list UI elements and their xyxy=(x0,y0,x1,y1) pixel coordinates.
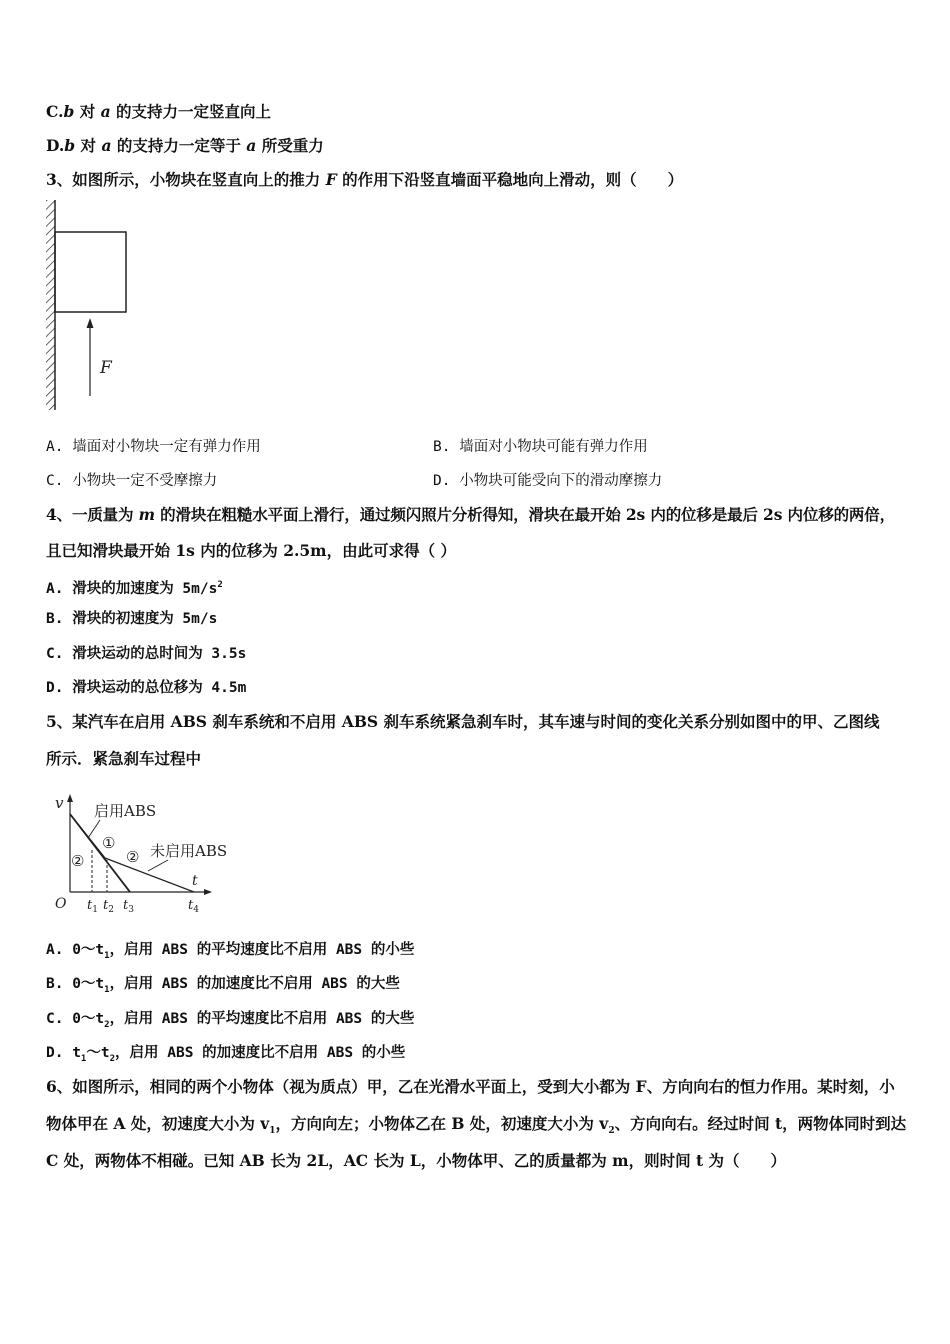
q2-option-c xyxy=(46,102,271,122)
mark-2-right: ② xyxy=(126,848,140,866)
force-label: F xyxy=(100,358,112,378)
text: D. t xyxy=(46,1045,81,1061)
q3-stem xyxy=(46,170,683,190)
abs-label: 启用ABS xyxy=(94,802,157,820)
text: 所受重力 xyxy=(256,136,324,155)
q4-option-d: D. 滑块运动的总位移为 4.5m xyxy=(46,680,247,696)
origin-label: O xyxy=(55,896,67,912)
subscript: 1 xyxy=(104,950,110,961)
q5-stem-line2: 所示．紧急刹车过程中 xyxy=(46,749,202,768)
text: 4、一质量为 xyxy=(46,505,139,524)
text: ～t xyxy=(86,1045,110,1061)
text: 对 xyxy=(74,102,101,121)
mark-1: ① xyxy=(102,834,116,852)
var-f: F xyxy=(325,170,337,189)
subscript: 1 xyxy=(104,984,110,995)
q5-velocity-time-graph xyxy=(50,788,250,918)
var-b: b xyxy=(64,136,76,155)
q4-option-c: C. 滑块运动的总时间为 3.5s xyxy=(46,646,247,662)
abs-pointer xyxy=(88,820,100,838)
var-a: a xyxy=(100,102,111,121)
text: 3、如图所示，小物块在竖直向上的推力 xyxy=(46,170,326,189)
block xyxy=(55,232,126,312)
q4-option-b: B. 滑块的初速度为 5m/s xyxy=(46,611,218,627)
superscript: 2 xyxy=(217,580,223,590)
text: 、方向向右。经过时间 t，两物体同时到达 xyxy=(614,1114,907,1133)
text: ，启用 ABS 的平均速度比不启用 ABS 的小些 xyxy=(109,942,415,958)
tick-t2: $t_2$ xyxy=(103,898,114,915)
text: A. 滑块的加速度为 5m/s xyxy=(46,580,218,597)
q4-stem-line1 xyxy=(46,505,895,525)
q5-stem-line1: 5、某汽车在启用 ABS 刹车系统和不启用 ABS 刹车系统紧急刹车时，其车速与时间的变化关系分别如图中的甲、乙图线 xyxy=(46,712,880,731)
var-a: a xyxy=(101,136,112,155)
var-m: m xyxy=(138,505,155,524)
text: ，启用 ABS 的平均速度比不启用 ABS 的大些 xyxy=(109,1011,415,1027)
subscript: 2 xyxy=(104,1019,110,1030)
q5-option-a xyxy=(46,940,414,966)
subscript: 2 xyxy=(109,1053,115,1064)
no-abs-line-2 xyxy=(105,858,194,892)
text: B. 0～t xyxy=(46,976,105,992)
subscript: 2 xyxy=(608,1126,615,1137)
q5-option-d xyxy=(46,1043,405,1069)
t-axis-arrow xyxy=(204,889,212,895)
subscript: 1 xyxy=(80,1053,87,1064)
q6-line2 xyxy=(46,1114,906,1141)
q3-option-c: C. 小物块一定不受摩擦力 xyxy=(46,473,218,489)
option-letter: D. xyxy=(46,136,65,155)
q5-option-c xyxy=(46,1009,414,1035)
v-label: v xyxy=(55,794,64,812)
subscript: 1 xyxy=(269,1126,276,1137)
v-axis-arrow xyxy=(67,794,73,802)
text: ，启用 ABS 的加速度比不启用 ABS 的大些 xyxy=(109,976,400,992)
arrow-head xyxy=(87,318,94,328)
q3-option-a: A. 墙面对小物块一定有弹力作用 xyxy=(46,439,261,455)
q4-option-a xyxy=(46,575,223,599)
q4-stem-line2: 且已知滑块最开始 1s 内的位移为 2.5m，由此可求得（ ） xyxy=(46,541,456,560)
text: ，方向向左；小物体乙在 B 处，初速度大小为 v xyxy=(275,1114,609,1133)
var-b: b xyxy=(63,102,75,121)
q2-option-d xyxy=(46,136,324,156)
mark-2-left: ② xyxy=(71,852,85,870)
option-letter: C. xyxy=(46,102,64,121)
var-a: a xyxy=(246,136,257,155)
no-abs-label: 未启用ABS xyxy=(150,842,228,860)
q3-option-b: B. 墙面对小物块可能有弹力作用 xyxy=(433,439,648,455)
tick-t1: $t_1$ xyxy=(87,898,98,915)
tick-t4: $t_4$ xyxy=(188,898,199,915)
text: ，启用 ABS 的加速度比不启用 ABS 的小些 xyxy=(115,1045,406,1061)
text: C. 0～t xyxy=(46,1011,105,1027)
q3-wall-block-figure xyxy=(40,198,140,414)
wall-hatching xyxy=(46,200,55,410)
q6-line3: C 处，两物体不相碰。已知 AB 长为 2L，AC 长为 L，小物体甲、乙的质量都为 m，则时间 t 为（ ） xyxy=(46,1151,787,1170)
no-abs-pointer xyxy=(148,860,168,871)
q5-option-b xyxy=(46,974,400,1000)
q3-option-d: D. 小物块可能受向下的滑动摩擦力 xyxy=(433,473,663,489)
text: 对 xyxy=(75,136,102,155)
text: 的支持力一定竖直向上 xyxy=(110,102,272,121)
q6-line1: 6、如图所示，相同的两个小物体（视为质点）甲，乙在光滑水平面上，受到大小都为 F、方向向右的恒力作用。某时刻，小 xyxy=(46,1077,895,1096)
text: 的作用下沿竖直墙面平稳地向上滑动，则（ ） xyxy=(336,170,684,189)
text: A. 0～t xyxy=(46,942,105,958)
text: 的支持力一定等于 xyxy=(111,136,247,155)
tick-t3: $t_3$ xyxy=(123,898,134,915)
text: 物体甲在 A 处，初速度大小为 v xyxy=(46,1114,270,1133)
text: 的滑块在粗糙水平面上滑行，通过频闪照片分析得知，滑块在最开始 2s 内的位移是最后 2s 内位移的两倍， xyxy=(154,505,895,524)
t-label: t xyxy=(192,873,198,889)
